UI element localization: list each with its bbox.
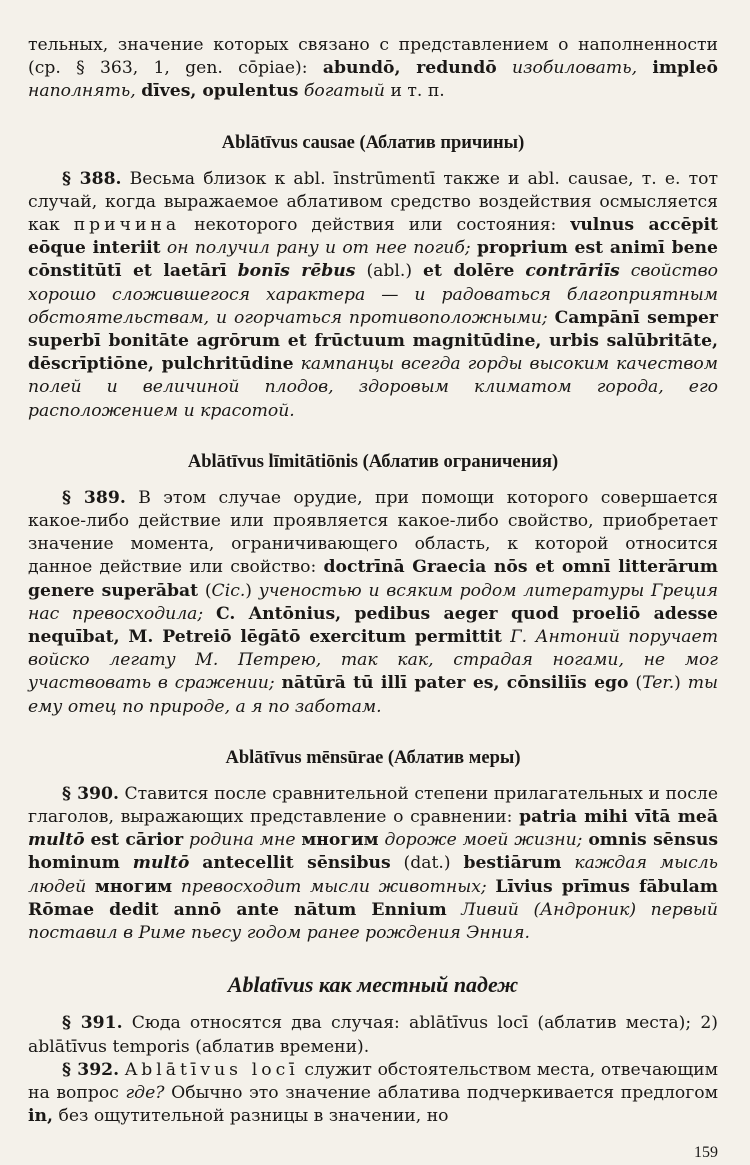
text-run: Сюда относятся два случая: ablātīvus locī (аблатив места); 2) ablātīvus temporis (аблатив времени). — [28, 1013, 718, 1057]
latin-example: omnis sēnsus hominum — [28, 830, 719, 874]
paragraph-388 — [28, 168, 718, 423]
latin-example: nātūrā tū illī pater es, cōnsiliīs ego — [281, 673, 629, 694]
translation: ты ему отец по природе, а я по заботам. — [28, 673, 719, 717]
text-run: ( — [628, 673, 643, 694]
text-run: Ставится после сравнительной степени прилагательных и после глаголов, выражающих представление о сравнении: — [28, 783, 718, 828]
translation: превосходит мысли животных; — [180, 876, 487, 897]
latin-example: C. Antōnius, pedibus aeger quod proeliō adesse nequībat, M. Petreiō lēgātō exercitum permittit — [28, 603, 718, 648]
text-run — [203, 604, 216, 624]
translation: ученостью и всяким родом литературы Греция нас превосходила; — [28, 580, 718, 624]
text-run: некоторого действия или состояния: — [180, 215, 571, 236]
text-run: (dat.) — [390, 853, 464, 874]
question-word: где? — [125, 1082, 165, 1103]
translation: изобиловать, — [512, 58, 638, 79]
text-run: ( — [198, 580, 212, 601]
latin-example: vulnus accēpit eōque interiit — [28, 215, 718, 259]
translation: кампанцы всегда горды высоким качеством полей и величиной плодов, здоровым климатом города, его расположением и красотой. — [28, 354, 719, 421]
text-run — [561, 853, 574, 873]
paragraph-392 — [28, 1059, 718, 1129]
translation-emphasis: многим — [94, 876, 173, 897]
paragraph-391 — [28, 1012, 718, 1058]
latin-emphasis: multō — [28, 830, 85, 851]
section-number: § 392. — [62, 1059, 120, 1080]
spaced-emphasis: причина — [73, 215, 181, 236]
latin-example: patria mihi vītā meā — [519, 807, 718, 828]
translation: свойство хорошо сложившегося характера — и радоваться благоприятным обстоятельствам, и огорчаться противоположными; — [28, 261, 719, 328]
latin-example: doctrīnā Graecia nōs et omnī litterārum genere superābat — [28, 557, 718, 601]
text-run: без ощутительной разницы в значении, но — [53, 1106, 449, 1127]
text-run — [227, 261, 238, 281]
text-run — [637, 58, 652, 78]
translation: он получил рану и от нее погиб; — [166, 238, 471, 259]
translation: богатый — [303, 81, 385, 102]
text-run: и т. п. — [385, 81, 445, 102]
text-run: В этом случае орудие, при помощи которого совершается какое-либо действие или проявляется какое-либо свойство, приобретает значение момента, ограничивающего область, к которой относится данное действие или свойство: — [28, 487, 718, 578]
latin-emphasis: bonīs rēbus — [237, 261, 356, 282]
paragraph-intro — [28, 34, 718, 104]
latin-example: Līvius prīmus fābulam Rōmae dedit annō ante nātum Ennium — [28, 876, 718, 920]
latin-example: bestiārum — [463, 853, 562, 874]
text-run — [548, 308, 555, 328]
latin-term: abundō, redundō — [322, 58, 497, 79]
latin-term: in, — [28, 1106, 54, 1127]
latin-example: Campānī semper superbī bonitāte agrōrum et frūctuum magnitūdine, urbis salūbritāte, dēscrīptiōne, pulchritūdine — [28, 307, 718, 375]
latin-emphasis: multō — [132, 853, 190, 874]
text-run: ) — [674, 673, 688, 694]
text-run: Весьма близок к abl. īnstrūmentī также и abl. causae, т. е. тот случай, когда выражаемое аблативом средство воздействия осмысляется как — [28, 168, 718, 236]
text-run — [189, 853, 202, 873]
translation-emphasis: многим — [301, 830, 379, 851]
text-run — [447, 900, 462, 920]
section-number: § 391. — [62, 1013, 123, 1034]
section-heading-limitationis: Ablātīvus līmitātiōnis (Аблатив ограничения) — [187, 451, 559, 472]
latin-example: est cārior — [90, 830, 184, 851]
translation: наполнять, — [28, 81, 136, 102]
text-run — [120, 853, 133, 873]
text-run: ) — [245, 580, 259, 601]
text-run — [294, 354, 301, 374]
paragraph-390 — [28, 783, 718, 945]
translation: Ливий (Андроник) первый поставил в Риме пьесу годом ранее рождения Энния. — [28, 899, 719, 944]
spaced-emphasis: Ablātīvus locī — [124, 1059, 299, 1080]
section-number: § 389. — [62, 487, 126, 508]
paragraph-389 — [28, 487, 718, 719]
author-citation: Cic. — [211, 580, 246, 601]
author-citation: Ter. — [642, 673, 675, 694]
translation: Г. Антоний поручает войско легату М. Петрею, так как, страдая ногами, не мог участвовать в сражении; — [28, 627, 719, 694]
text-run — [514, 261, 525, 281]
translation: родина мне — [189, 830, 296, 851]
translation: дороже моей жизни; — [384, 830, 583, 851]
latin-term: dīves, opulentus — [141, 81, 299, 102]
section-number: § 388. — [62, 168, 122, 189]
text-run: (abl.) — [355, 261, 424, 282]
text-run — [86, 877, 95, 897]
latin-example: proprium est animī bene cōnstitūtī et laetārī — [28, 238, 718, 282]
latin-term: impleō — [652, 58, 718, 79]
book-page — [28, 34, 718, 1128]
translation: каждая мысль людей — [28, 853, 719, 897]
text-run — [497, 58, 512, 78]
text-run — [172, 877, 181, 897]
section-number: § 390. — [62, 783, 119, 804]
text-run: тельных, значение которых связано с представлением о наполненности (ср. § 363, 1, gen. cōpiae): — [28, 35, 718, 79]
text-run: Обычно это значение аблатива подчеркивается предлогом — [164, 1082, 718, 1103]
latin-emphasis: contrāriīs — [525, 261, 620, 282]
latin-example: et dolēre — [423, 261, 515, 282]
text-run — [620, 261, 631, 281]
page-number: 159 — [694, 1144, 718, 1161]
subheading-locative: Ablatīvus как местный падеж — [227, 972, 519, 998]
section-heading-causae: Ablātīvus causae (Аблатив причины) — [221, 132, 525, 153]
text-run: служит обстоятельством места, отвечающим на вопрос — [28, 1059, 719, 1103]
section-heading-mensurae: Ablātīvus mēnsūrae (Аблатив меры) — [225, 747, 521, 768]
latin-example: antecellit sēnsibus — [202, 853, 391, 874]
